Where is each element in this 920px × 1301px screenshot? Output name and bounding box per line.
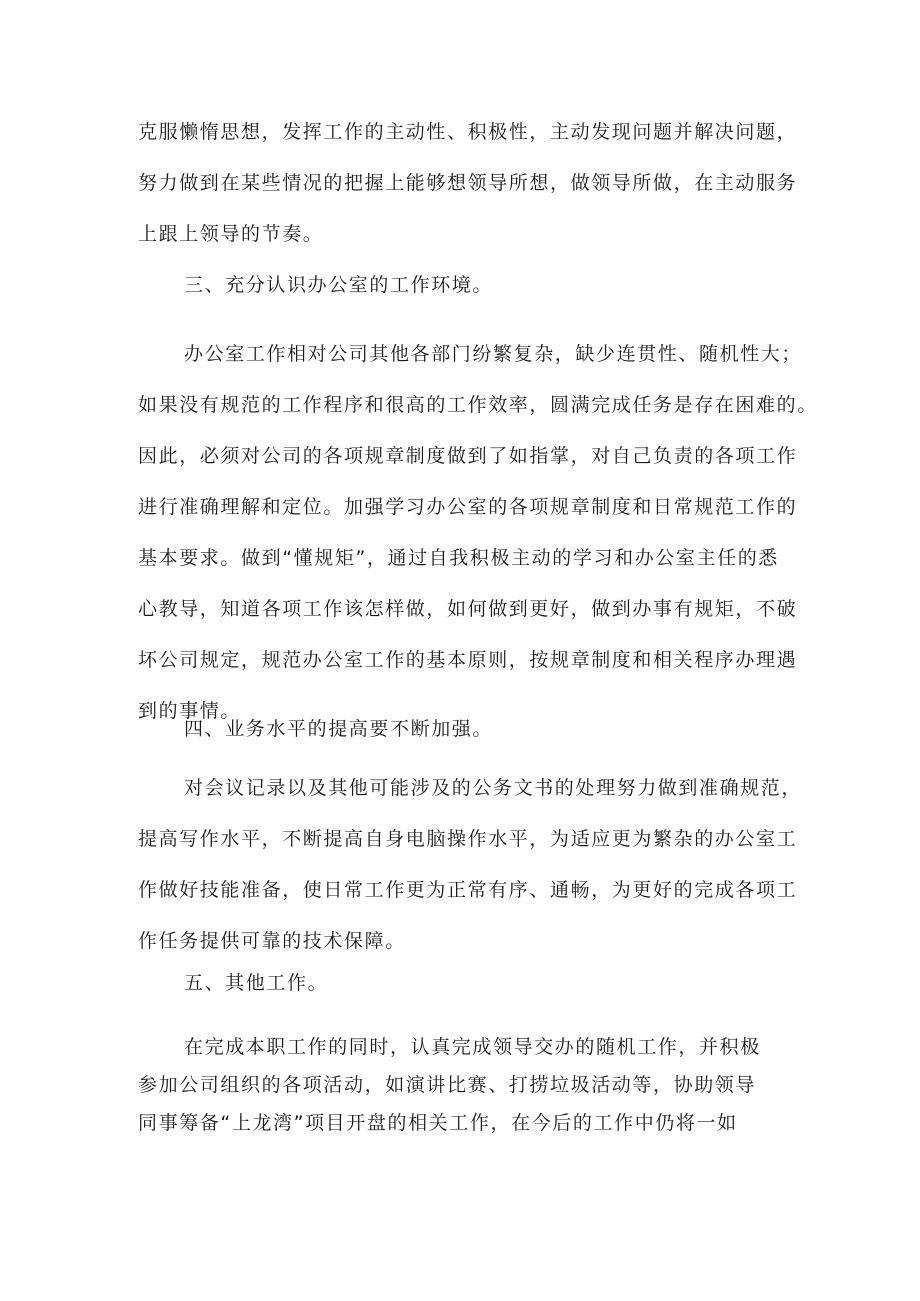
text-line: 心教导，知道各项工作该怎样做，如何做到更好，做到办事有规矩，不破	[138, 598, 798, 620]
paragraph-3	[138, 329, 818, 737]
section-heading-4	[138, 704, 798, 755]
text-line: 参加公司组织的各项活动，如演讲比赛、打捞垃圾活动等，协助领导	[138, 1074, 757, 1096]
text-line: 基本要求。做到“懂规矩”，通过自我积极主动的学习和办公室主任的悉	[138, 547, 779, 569]
paragraph-5	[138, 1028, 798, 1142]
text-line: 提高写作水平，不断提高自身电脑操作水平，为适应更为繁杂的办公室工	[138, 828, 798, 850]
text-line: 如果没有规范的工作程序和很高的工作效率，圆满完成任务是存在困难的。	[138, 394, 818, 416]
text-line: 办公室工作相对公司其他各部门纷繁复杂，缺少连贯性、随机性大；	[184, 343, 803, 365]
heading-text: 三、充分认识办公室的工作环境。	[184, 274, 494, 296]
text-line: 坏公司规定，规范办公室工作的基本原则，按规章制度和相关程序办理遇	[138, 649, 798, 671]
heading-text: 五、其他工作。	[184, 972, 329, 994]
text-line: 进行准确理解和定位。加强学习办公室的各项规章制度和日常规范工作的	[138, 496, 798, 518]
paragraph-1	[138, 107, 798, 260]
text-line: 作任务提供可靠的技术保障。	[138, 930, 406, 952]
text-line: 到的事情。	[138, 700, 242, 722]
text-line: 对会议记录以及其他可能涉及的公务文书的处理努力做到准确规范，	[184, 777, 803, 799]
section-heading-3	[138, 260, 798, 311]
text-line: 克服懒惰思想，发挥工作的主动性、积极性，主动发现问题并解决问题，	[138, 121, 798, 143]
text-line: 作做好技能准备，使日常工作更为正常有序、通畅，为更好的完成各项工	[138, 879, 798, 901]
text-line: 同事筹备“上龙湾”项目开盘的相关工作，在今后的工作中仍将一如	[138, 1112, 738, 1134]
text-line: 因此，必须对公司的各项规章制度做到了如指掌，对自己负责的各项工作	[138, 445, 798, 467]
heading-text: 四、业务水平的提高要不断加强。	[184, 718, 494, 740]
paragraph-4	[138, 763, 803, 967]
text-line: 努力做到在某些情况的把握上能够想领导所想，做领导所做，在主动服务	[138, 172, 798, 194]
text-line: 上跟上领导的节奏。	[138, 223, 324, 245]
section-heading-5	[138, 958, 798, 1009]
text-line: 在完成本职工作的同时，认真完成领导交办的随机工作，并积极	[184, 1036, 761, 1058]
